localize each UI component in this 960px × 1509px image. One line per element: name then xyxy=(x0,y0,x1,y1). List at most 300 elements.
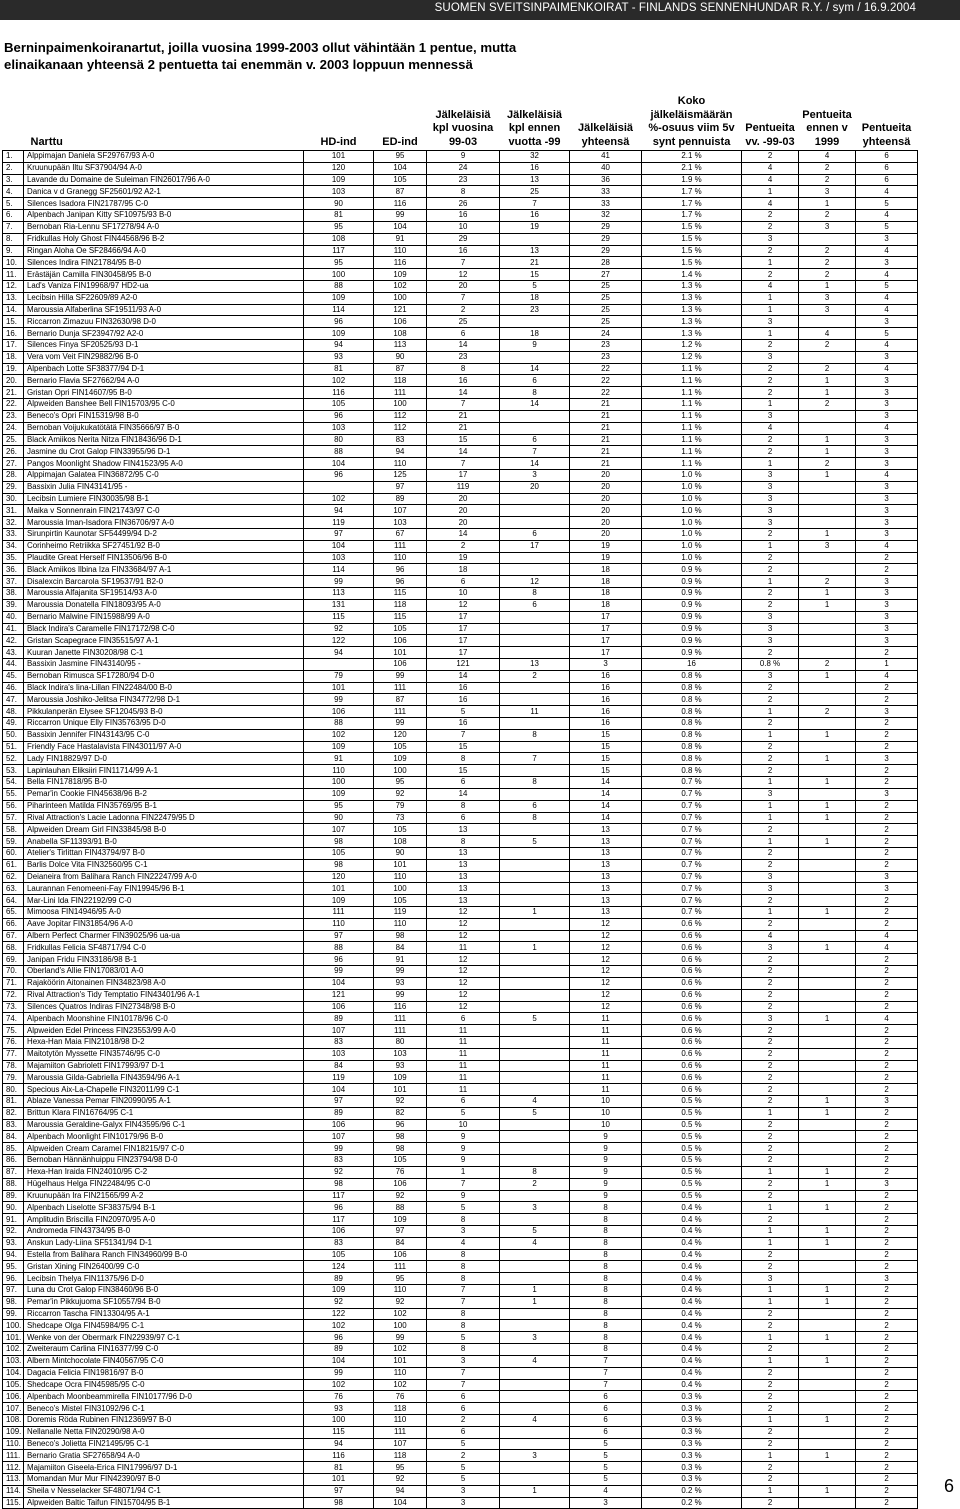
rank-cell: 51. xyxy=(3,741,24,753)
value-cell: 14 xyxy=(427,446,500,458)
dog-name-cell: Rival Attraction's Tidy Temptatio FIN43401/96 A-1 xyxy=(24,989,304,1001)
value-cell: 13 xyxy=(570,871,642,883)
column-header-line: vuotta -99 xyxy=(508,135,561,148)
value-cell xyxy=(799,788,856,800)
value-cell: 104 xyxy=(374,1497,427,1509)
value-cell: 120 xyxy=(304,162,374,174)
rank-cell: 6. xyxy=(3,210,24,222)
table-row xyxy=(3,493,918,505)
value-cell xyxy=(799,859,856,871)
value-cell: 2 xyxy=(742,1060,799,1072)
value-cell: 0.6 % xyxy=(642,1072,742,1084)
value-cell: 17 xyxy=(427,623,500,635)
rank-cell: 14. xyxy=(3,304,24,316)
rank-cell: 72. xyxy=(3,989,24,1001)
value-cell: 0.2 % xyxy=(642,1497,742,1509)
value-cell: 9 xyxy=(570,1190,642,1202)
value-cell: 11 xyxy=(500,706,570,718)
dog-name-cell: Lavande du Domaine de Suleiman FIN26017/96 A-0 xyxy=(24,174,304,186)
value-cell: 90 xyxy=(304,198,374,210)
value-cell: 96 xyxy=(304,469,374,481)
value-cell: 1.0 % xyxy=(642,540,742,552)
value-cell: 24 xyxy=(427,162,500,174)
value-cell: 110 xyxy=(374,458,427,470)
table-row xyxy=(3,434,918,446)
value-cell: 99 xyxy=(374,670,427,682)
value-cell: 2 xyxy=(856,824,918,836)
table-row xyxy=(3,1462,918,1474)
value-cell: 0.3 % xyxy=(642,1414,742,1426)
value-cell: 14 xyxy=(570,800,642,812)
value-cell: 2 xyxy=(742,1214,799,1226)
value-cell: 25 xyxy=(500,186,570,198)
column-header-line: HD-ind xyxy=(320,135,357,148)
column-header-6 xyxy=(642,88,742,151)
value-cell: 6 xyxy=(570,1414,642,1426)
column-header-7 xyxy=(742,88,799,151)
value-cell: 22 xyxy=(570,387,642,399)
dog-name-cell: Bassixin Jennifer FIN43143/95 C-0 xyxy=(24,729,304,741)
rank-cell: 49. xyxy=(3,718,24,730)
value-cell: 0.4 % xyxy=(642,1202,742,1214)
value-cell: 1 xyxy=(799,529,856,541)
value-cell: 2 xyxy=(742,588,799,600)
table-row xyxy=(3,623,918,635)
rank-cell: 29. xyxy=(3,481,24,493)
value-cell xyxy=(799,682,856,694)
value-cell xyxy=(500,989,570,1001)
value-cell: 12 xyxy=(427,1001,500,1013)
value-cell: 119 xyxy=(374,907,427,919)
rank-cell: 32. xyxy=(3,517,24,529)
value-cell: 121 xyxy=(427,658,500,670)
value-cell: 2 xyxy=(742,859,799,871)
value-cell: 2 xyxy=(856,1237,918,1249)
value-cell: 17 xyxy=(427,611,500,623)
rank-cell: 56. xyxy=(3,800,24,812)
value-cell: 24 xyxy=(570,328,642,340)
value-cell: 16 xyxy=(427,245,500,257)
value-cell: 98 xyxy=(304,836,374,848)
value-cell: 17 xyxy=(570,647,642,659)
value-cell: 1 xyxy=(742,836,799,848)
dog-name-cell: Riccarron Unique Elly FIN35763/95 D-0 xyxy=(24,718,304,730)
value-cell: 0.3 % xyxy=(642,1438,742,1450)
value-cell: 16 xyxy=(570,670,642,682)
value-cell xyxy=(500,1036,570,1048)
value-cell: 102 xyxy=(304,493,374,505)
table-row xyxy=(3,588,918,600)
value-cell: 0.3 % xyxy=(642,1426,742,1438)
value-cell: 100 xyxy=(374,1320,427,1332)
dog-name-cell: Silences Quatros Indiras FIN27348/98 B-0 xyxy=(24,1001,304,1013)
value-cell: 101 xyxy=(304,151,374,163)
value-cell xyxy=(500,1497,570,1509)
value-cell: 0.5 % xyxy=(642,1190,742,1202)
value-cell: 20 xyxy=(500,481,570,493)
value-cell: 102 xyxy=(374,280,427,292)
table-row xyxy=(3,458,918,470)
value-cell: 2 xyxy=(856,1166,918,1178)
table-row xyxy=(3,1237,918,1249)
document-heading xyxy=(4,39,904,73)
value-cell: 104 xyxy=(304,977,374,989)
value-cell: 21 xyxy=(427,410,500,422)
value-cell: 1 xyxy=(742,1450,799,1462)
value-cell: 7 xyxy=(427,399,500,411)
value-cell: 95 xyxy=(374,1273,427,1285)
table-row xyxy=(3,363,918,375)
value-cell: 1.1 % xyxy=(642,410,742,422)
dog-name-cell: Maroussia Alfajanita SF19514/93 A-0 xyxy=(24,588,304,600)
value-cell xyxy=(500,1391,570,1403)
rank-cell: 81. xyxy=(3,1096,24,1108)
value-cell: 98 xyxy=(374,1143,427,1155)
value-cell xyxy=(799,1036,856,1048)
value-cell: 0.9 % xyxy=(642,576,742,588)
dog-name-cell: Atelier's Tirlittan FIN43794/97 B-0 xyxy=(24,847,304,859)
value-cell: 1 xyxy=(799,942,856,954)
rank-cell: 3. xyxy=(3,174,24,186)
value-cell: 6 xyxy=(427,1403,500,1415)
value-cell: 9 xyxy=(570,1178,642,1190)
value-cell xyxy=(799,505,856,517)
value-cell: 0.5 % xyxy=(642,1178,742,1190)
value-cell xyxy=(799,623,856,635)
rank-cell: 74. xyxy=(3,1013,24,1025)
rank-cell: 109. xyxy=(3,1426,24,1438)
table-row xyxy=(3,1261,918,1273)
value-cell xyxy=(500,647,570,659)
value-cell xyxy=(799,1426,856,1438)
value-cell: 0.7 % xyxy=(642,836,742,848)
table-row xyxy=(3,174,918,186)
value-cell: 18 xyxy=(427,564,500,576)
value-cell: 116 xyxy=(374,1001,427,1013)
value-cell: 3 xyxy=(742,635,799,647)
value-cell: 6 xyxy=(427,1426,500,1438)
value-cell: 1 xyxy=(799,469,856,481)
value-cell xyxy=(799,765,856,777)
value-cell: 93 xyxy=(304,351,374,363)
value-cell xyxy=(799,1391,856,1403)
value-cell: 1 xyxy=(742,1225,799,1237)
value-cell: 5 xyxy=(427,1462,500,1474)
value-cell: 0.8 % xyxy=(642,729,742,741)
value-cell: 12 xyxy=(570,930,642,942)
rank-cell: 15. xyxy=(3,316,24,328)
value-cell: 2 xyxy=(856,552,918,564)
column-header-line: synt pennuista xyxy=(652,135,731,148)
table-row xyxy=(3,292,918,304)
value-cell xyxy=(500,505,570,517)
value-cell: 101 xyxy=(304,682,374,694)
value-cell: 10 xyxy=(427,221,500,233)
value-cell: 1 xyxy=(742,576,799,588)
value-cell: 0.8 % xyxy=(642,682,742,694)
dog-name-cell: Alpweiden Banshee Bell FIN15703/95 C-0 xyxy=(24,399,304,411)
value-cell: 105 xyxy=(374,1155,427,1167)
value-cell: 23 xyxy=(427,351,500,363)
rank-cell: 95. xyxy=(3,1261,24,1273)
value-cell: 7 xyxy=(427,292,500,304)
value-cell: 0.5 % xyxy=(642,1166,742,1178)
value-cell: 11 xyxy=(570,1084,642,1096)
table-row xyxy=(3,1048,918,1060)
value-cell xyxy=(799,1497,856,1509)
value-cell xyxy=(500,233,570,245)
value-cell: 3 xyxy=(427,1355,500,1367)
value-cell xyxy=(799,1249,856,1261)
value-cell: 7 xyxy=(500,753,570,765)
rank-cell: 110. xyxy=(3,1438,24,1450)
value-cell: 22 xyxy=(570,363,642,375)
value-cell: 2 xyxy=(856,1036,918,1048)
value-cell: 109 xyxy=(374,269,427,281)
value-cell: 97 xyxy=(304,1485,374,1497)
value-cell xyxy=(500,694,570,706)
column-header-9 xyxy=(856,88,918,151)
dog-name-cell: Alpweiden Baltic Taifun FIN15704/95 B-1 xyxy=(24,1497,304,1509)
value-cell: 117 xyxy=(304,245,374,257)
table-row xyxy=(3,316,918,328)
value-cell: 91 xyxy=(374,233,427,245)
value-cell: 5 xyxy=(500,836,570,848)
value-cell: 2 xyxy=(742,954,799,966)
column-header-line: Koko xyxy=(677,95,706,107)
dog-name-cell: Maroussia Alfaberlina SF19511/93 A-0 xyxy=(24,304,304,316)
value-cell: 2 xyxy=(742,1249,799,1261)
value-cell: 15 xyxy=(570,729,642,741)
value-cell: 12 xyxy=(570,989,642,1001)
value-cell: 0.7 % xyxy=(642,800,742,812)
rank-cell: 106. xyxy=(3,1391,24,1403)
value-cell: 115 xyxy=(304,1426,374,1438)
dog-name-cell: Specious Aix-La-Chapelle FIN32011/99 C-1 xyxy=(24,1084,304,1096)
table-row xyxy=(3,883,918,895)
value-cell: 20 xyxy=(570,469,642,481)
value-cell: 2 xyxy=(856,1332,918,1344)
value-cell: 1 xyxy=(799,670,856,682)
value-cell: 6 xyxy=(427,1391,500,1403)
value-cell: 0.8 % xyxy=(642,741,742,753)
rank-cell: 71. xyxy=(3,977,24,989)
rank-cell: 105. xyxy=(3,1379,24,1391)
table-row xyxy=(3,989,918,1001)
column-header-5 xyxy=(570,88,642,151)
value-cell xyxy=(500,1308,570,1320)
value-cell: 1.7 % xyxy=(642,210,742,222)
value-cell: 73 xyxy=(374,812,427,824)
rank-cell: 83. xyxy=(3,1119,24,1131)
value-cell: 20 xyxy=(427,280,500,292)
value-cell: 118 xyxy=(374,1450,427,1462)
value-cell: 8 xyxy=(427,1249,500,1261)
value-cell: 2 xyxy=(742,1320,799,1332)
value-cell: 3 xyxy=(742,942,799,954)
table-row xyxy=(3,328,918,340)
rank-cell: 16. xyxy=(3,328,24,340)
value-cell: 4 xyxy=(742,280,799,292)
value-cell xyxy=(500,1119,570,1131)
value-cell: 16 xyxy=(427,375,500,387)
table-row xyxy=(3,1308,918,1320)
table-row xyxy=(3,1474,918,1486)
value-cell: 11 xyxy=(570,1013,642,1025)
value-cell xyxy=(799,410,856,422)
dog-name-cell: Mimoosa FIN14946/95 A-0 xyxy=(24,907,304,919)
value-cell: 12 xyxy=(570,942,642,954)
table-row xyxy=(3,977,918,989)
value-cell xyxy=(500,1462,570,1474)
value-cell: 2 xyxy=(856,777,918,789)
value-cell: 99 xyxy=(374,210,427,222)
value-cell: 4 xyxy=(856,340,918,352)
value-cell: 1 xyxy=(799,800,856,812)
rank-cell: 28. xyxy=(3,469,24,481)
value-cell: 2 xyxy=(500,1178,570,1190)
value-cell: 3 xyxy=(742,493,799,505)
value-cell: 3 xyxy=(856,517,918,529)
table-row xyxy=(3,269,918,281)
value-cell: 113 xyxy=(374,340,427,352)
value-cell: 94 xyxy=(304,1438,374,1450)
rank-cell: 40. xyxy=(3,611,24,623)
value-cell: 6 xyxy=(570,1403,642,1415)
table-row xyxy=(3,800,918,812)
value-cell: 1.3 % xyxy=(642,328,742,340)
table-row xyxy=(3,162,918,174)
value-cell: 1.5 % xyxy=(642,233,742,245)
value-cell: 2 xyxy=(799,210,856,222)
value-cell: 5 xyxy=(570,1450,642,1462)
value-cell xyxy=(799,1344,856,1356)
rank-cell: 64. xyxy=(3,895,24,907)
value-cell: 8 xyxy=(570,1273,642,1285)
table-row xyxy=(3,221,918,233)
value-cell: 29 xyxy=(570,245,642,257)
value-cell: 110 xyxy=(374,1367,427,1379)
rank-cell: 99. xyxy=(3,1308,24,1320)
value-cell: 12 xyxy=(427,907,500,919)
value-cell: 116 xyxy=(304,387,374,399)
column-header-line: yhteensä xyxy=(862,135,911,148)
value-cell xyxy=(799,1379,856,1391)
dog-name-cell: Black Indira's Iina-Lillan FIN22484/00 B-0 xyxy=(24,682,304,694)
dog-name-cell: Kruunupään Ira FIN21565/99 A-2 xyxy=(24,1190,304,1202)
table-row xyxy=(3,469,918,481)
column-header-4 xyxy=(500,88,570,151)
table-row xyxy=(3,1403,918,1415)
value-cell: 17 xyxy=(427,647,500,659)
table-row xyxy=(3,670,918,682)
value-cell: 105 xyxy=(374,623,427,635)
column-header-3 xyxy=(427,88,500,151)
value-cell xyxy=(500,859,570,871)
value-cell: 106 xyxy=(374,658,427,670)
value-cell: 0.8 % xyxy=(642,706,742,718)
column-header-1 xyxy=(304,88,374,151)
value-cell: 8 xyxy=(500,387,570,399)
value-cell: 0.8 % xyxy=(642,753,742,765)
value-cell: 1 xyxy=(799,1355,856,1367)
value-cell: 92 xyxy=(374,1190,427,1202)
value-cell: 92 xyxy=(304,1296,374,1308)
dog-name-cell: Bella FIN17818/95 B-0 xyxy=(24,777,304,789)
value-cell: 17 xyxy=(570,611,642,623)
value-cell: 1.1 % xyxy=(642,458,742,470)
rank-cell: 26. xyxy=(3,446,24,458)
dog-name-cell: Rajaköörin Aitonainen FIN34823/98 A-0 xyxy=(24,977,304,989)
value-cell: 4 xyxy=(856,210,918,222)
value-cell: 1 xyxy=(500,1485,570,1497)
value-cell: 1 xyxy=(799,1013,856,1025)
rank-cell: 47. xyxy=(3,694,24,706)
value-cell: 1 xyxy=(742,729,799,741)
dog-name-cell: Beneco's Opri FIN15319/98 B-0 xyxy=(24,410,304,422)
value-cell: 93 xyxy=(374,977,427,989)
value-cell: 110 xyxy=(374,1414,427,1426)
rank-cell: 5. xyxy=(3,198,24,210)
value-cell: 2 xyxy=(856,800,918,812)
value-cell: 2 xyxy=(856,895,918,907)
value-cell xyxy=(799,1273,856,1285)
value-cell xyxy=(799,1438,856,1450)
table-row xyxy=(3,304,918,316)
dog-name-cell: Oberland's Allie FIN17083/01 A-0 xyxy=(24,966,304,978)
value-cell: 3 xyxy=(742,611,799,623)
value-cell: 2 xyxy=(856,1214,918,1226)
value-cell: 2 xyxy=(856,741,918,753)
value-cell: 103 xyxy=(374,1048,427,1060)
value-cell: 2 xyxy=(856,1438,918,1450)
value-cell: 16 xyxy=(427,682,500,694)
value-cell: 0.6 % xyxy=(642,942,742,954)
rank-cell: 79. xyxy=(3,1072,24,1084)
value-cell: 0.6 % xyxy=(642,918,742,930)
value-cell xyxy=(799,233,856,245)
value-cell: 92 xyxy=(304,623,374,635)
value-cell: 131 xyxy=(304,599,374,611)
value-cell: 1.5 % xyxy=(642,245,742,257)
table-row xyxy=(3,1013,918,1025)
value-cell: 11 xyxy=(570,1025,642,1037)
value-cell: 16 xyxy=(427,694,500,706)
value-cell: 11 xyxy=(427,1048,500,1060)
value-cell: 103 xyxy=(304,186,374,198)
table-row xyxy=(3,895,918,907)
value-cell: 6 xyxy=(500,375,570,387)
dog-name-cell: Maroussia Iman-Isadora FIN36706/97 A-0 xyxy=(24,517,304,529)
value-cell: 112 xyxy=(374,422,427,434)
rank-cell: 44. xyxy=(3,658,24,670)
value-cell: 88 xyxy=(374,1202,427,1214)
rank-cell: 10. xyxy=(3,257,24,269)
value-cell: 3 xyxy=(856,316,918,328)
rank-cell: 69. xyxy=(3,954,24,966)
value-cell: 3 xyxy=(742,233,799,245)
rank-cell: 62. xyxy=(3,871,24,883)
table-row xyxy=(3,1166,918,1178)
value-cell: 2 xyxy=(799,576,856,588)
value-cell: 98 xyxy=(304,1178,374,1190)
value-cell: 98 xyxy=(374,1131,427,1143)
value-cell: 14 xyxy=(500,363,570,375)
dog-name-cell: Ringan Aloha Oe SF28466/94 A-0 xyxy=(24,245,304,257)
table-row xyxy=(3,1084,918,1096)
value-cell: 18 xyxy=(500,292,570,304)
value-cell: 92 xyxy=(374,788,427,800)
